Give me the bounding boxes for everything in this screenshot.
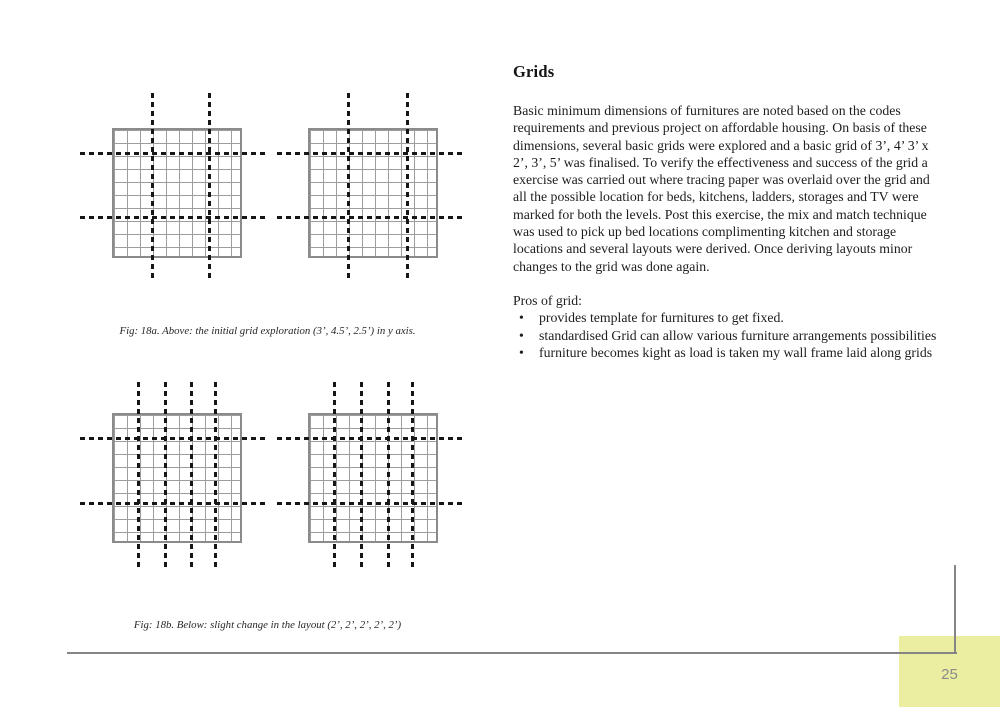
footer-rule-horizontal — [67, 652, 957, 654]
horizontal-dashed-gridline — [277, 216, 463, 219]
vertical-dashed-gridline — [164, 382, 167, 570]
horizontal-dashed-gridline — [277, 437, 463, 440]
vertical-dashed-gridline — [208, 93, 211, 281]
vertical-dashed-gridline — [190, 382, 193, 570]
page-number: 25 — [941, 666, 958, 683]
caption-fig-18b: Fig: 18b. Below: slight change in the layout (2’, 2’, 2’, 2’, 2’) — [133, 619, 402, 631]
page-title: Grids — [513, 62, 555, 81]
pros-item: • furniture becomes kight as load is taken my wall frame laid along grids — [513, 344, 938, 361]
pros-item: • provides template for furnitures to get fixed. — [513, 309, 938, 326]
grid-diagram — [112, 413, 242, 543]
horizontal-dashed-gridline — [80, 216, 265, 219]
grid-diagram — [308, 128, 438, 258]
caption-fig-18a: Fig: 18a. Above: the initial grid exploration (3’, 4.5’, 2.5’) in y axis. — [119, 325, 416, 337]
vertical-dashed-gridline — [214, 382, 217, 570]
vertical-dashed-gridline — [137, 382, 140, 570]
body-paragraph: Basic minimum dimensions of furnitures are noted based on the codes requirements and previous project on affordable housing. On basis of these dimensions, several basic grids were explored and a basic grid of 3’, 4’ 3’ x 2’, 3’, 5’ was finalised. To verify the effectiveness and success of the grid a exercise was carried out where tracing paper was overlaid over the grid and all the possible location for beds, kitchens, ladders, storages and TV were marked for both the levels. Post this exercise, the mix and match technique was used to pick up bed locations complimenting kitchen and storage locations and several layouts were derived. Once deriving layouts minor changes to the grid was done again. — [513, 103, 930, 274]
vertical-dashed-gridline — [411, 382, 414, 570]
vertical-dashed-gridline — [360, 382, 363, 570]
vertical-dashed-gridline — [333, 382, 336, 570]
horizontal-dashed-gridline — [277, 152, 463, 155]
article-column — [513, 62, 938, 361]
grid-diagram — [112, 128, 242, 258]
vertical-dashed-gridline — [406, 93, 409, 281]
pros-item: • standardised Grid can allow various furniture arrangements possibilities — [513, 327, 938, 344]
horizontal-dashed-gridline — [80, 437, 265, 440]
page-number-box — [899, 636, 1000, 707]
pros-heading: Pros of grid: — [513, 292, 582, 308]
vertical-dashed-gridline — [387, 382, 390, 570]
horizontal-dashed-gridline — [80, 502, 265, 505]
footer-rule-vertical — [954, 565, 956, 654]
vertical-dashed-gridline — [347, 93, 350, 281]
pros-list — [513, 309, 938, 361]
horizontal-dashed-gridline — [277, 502, 463, 505]
vertical-dashed-gridline — [151, 93, 154, 281]
horizontal-dashed-gridline — [80, 152, 265, 155]
grid-diagram — [308, 413, 438, 543]
